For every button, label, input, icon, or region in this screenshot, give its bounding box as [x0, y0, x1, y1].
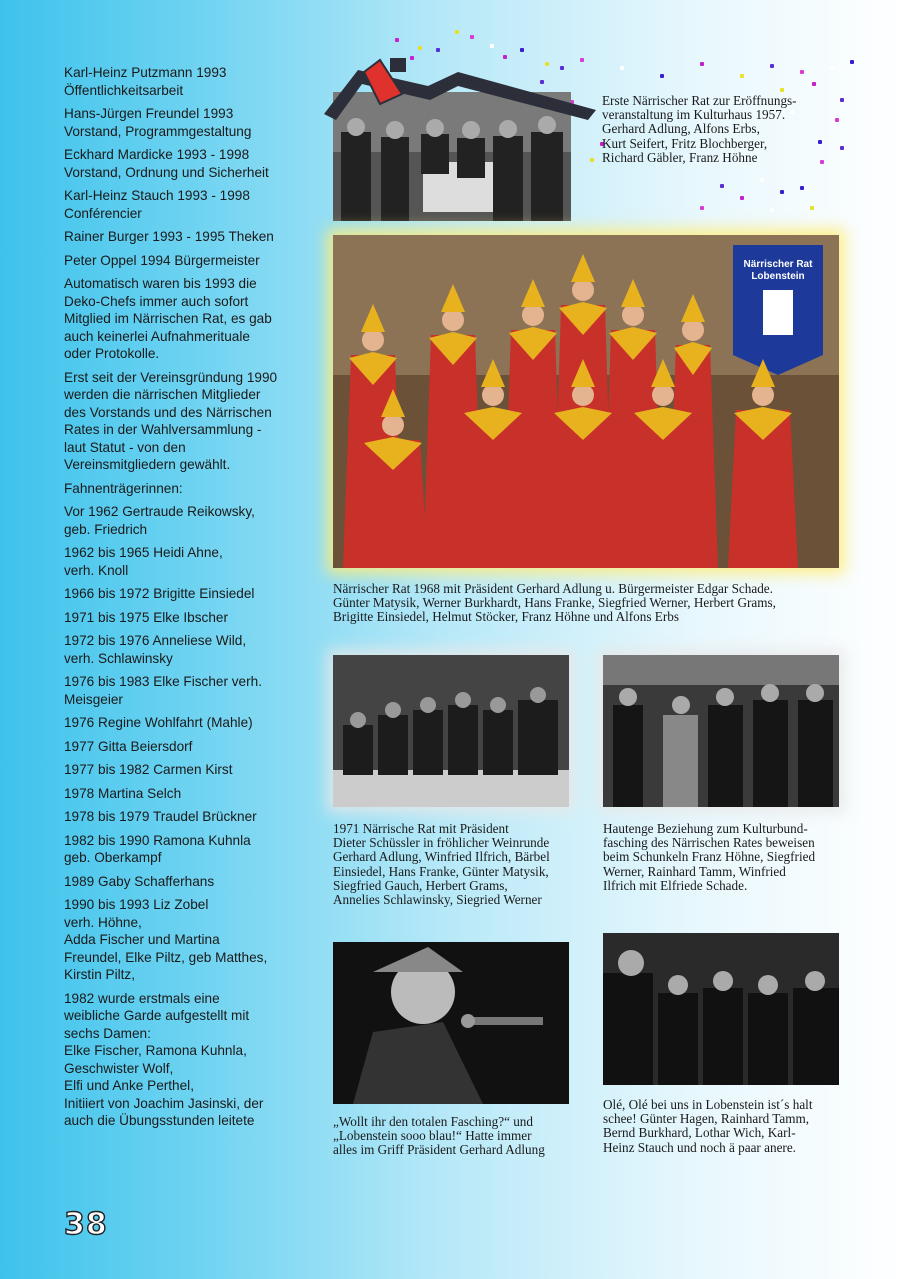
caption-1957: Erste Närrischer Rat zur Eröffnungs- veranstaltung im Kulturhaus 1957. Gerhard Adlung, Alfons Erbs, Kurt Seifert, Fritz Blochberger, Richard Gäbler, Franz Höhne — [602, 93, 797, 165]
text-paragraph: 1977 Gitta Beiersdorf — [64, 738, 193, 754]
text-paragraph: Peter Oppel 1994 Bürgermeister — [64, 252, 260, 268]
confetti-dot — [800, 186, 804, 190]
text-paragraph: Rainer Burger 1993 - 1995 Theken — [64, 229, 274, 244]
confetti-dot — [455, 30, 459, 34]
text-paragraph: 1990 bis 1993 Liz Zobel verh. Höhne, Adda Fischer und Martina Freundel, Elke Piltz, geb Matthes, Kirstin Piltz, — [64, 897, 268, 982]
photo-1968-council — [333, 235, 839, 568]
text-paragraph: 1978 Martina Selch — [64, 785, 182, 801]
photo-1968-image — [333, 235, 839, 568]
text-paragraph: 1978 bis 1979 Traudel Brückner — [64, 809, 257, 824]
confetti-dot — [470, 35, 474, 39]
text-paragraph: Vor 1962 Gertraude Reikowsky, geb. Friedrich — [64, 504, 255, 537]
confetti-dot — [700, 206, 704, 210]
house-roof-decoration — [318, 44, 598, 124]
text-paragraph: 1966 bis 1972 Brigitte Einsiedel — [64, 586, 255, 601]
text-paragraph: 1962 bis 1965 Heidi Ahne, verh. Knoll — [64, 545, 223, 578]
caption-ole: Olé, Olé bei uns in Lobenstein ist´s halt schee! Günter Hagen, Rainhard Tamm, Bernd Burkhard, Lothar Wich, Karl- Heinz Stauch und noch ä paar anere. — [603, 1097, 813, 1155]
text-paragraph: Fahnenträgerinnen: — [64, 480, 183, 496]
photo-kulturbund-schunkeln — [603, 655, 839, 807]
confetti-dot — [770, 64, 774, 68]
photo-kulturbund-image — [603, 655, 839, 807]
banner-line-2: Lobenstein — [751, 271, 805, 282]
text-paragraph: 1971 bis 1975 Elke Ibscher — [64, 609, 228, 625]
text-paragraph: Erst seit der Vereinsgründung 1990 werden die närrischen Mitglieder des Vorstands und des Närrischen Rates in der Wahlversammlung - laut Statut - von den Vereinsmitgliedern gewählt. — [64, 369, 278, 472]
text-paragraph: 1982 bis 1990 Ramona Kuhnla geb. Oberkampf — [64, 832, 251, 865]
photo-ole-image — [603, 933, 839, 1085]
text-paragraph: Hans-Jürgen Freundel 1993 Vorstand, Programmgestaltung — [64, 106, 252, 139]
confetti-dot — [740, 196, 744, 200]
confetti-dot — [810, 206, 814, 210]
left-text-column — [64, 64, 314, 1136]
text-paragraph: Eckhard Mardicke 1993 - 1998 Vorstand, Ordnung und Sicherheit — [64, 147, 269, 180]
confetti-dot — [660, 74, 664, 78]
confetti-dot — [700, 62, 704, 66]
confetti-dot — [740, 74, 744, 78]
caption-1971: 1971 Närrische Rat mit Präsident Dieter Schüssler in fröhlicher Weinrunde Gerhard Adlung, Winfried Ilfrich, Bärbel Einsiedel, Hans Franke, Günter Matysik, Siegfried Gauch, Herbert Grams, Annelies Schlawinsky, Siegried Werner — [333, 821, 550, 908]
text-paragraph: Karl-Heinz Putzmann 1993 Öffentlichkeitsarbeit — [64, 65, 227, 98]
photo-1971-wine-round — [333, 655, 569, 807]
caption-kulturbund: Hautenge Beziehung zum Kulturbund- fasching des Närrischen Rates beweisen beim Schunkeln Franz Höhne, Siegfried Werner, Rainhard Tamm, Winfried Ilfrich mit Elfriede Schade. — [603, 821, 816, 893]
confetti-dot — [395, 38, 399, 42]
confetti-dot — [780, 190, 784, 194]
photo-speech-image — [333, 942, 569, 1104]
confetti-dot — [770, 208, 774, 212]
text-paragraph: 1977 bis 1982 Carmen Kirst — [64, 762, 233, 777]
photo-president-speech — [333, 942, 569, 1104]
confetti-dot — [620, 66, 624, 70]
text-paragraph: Karl-Heinz Stauch 1993 - 1998 Conférencier — [64, 188, 250, 221]
text-paragraph: 1982 wurde erstmals eine weibliche Garde aufgestellt mit sechs Damen: Elke Fischer, Ramona Kuhnla, Geschwister Wolf, Elfi und Anke Perthel, Initiiert von Joachim Jasinski, der auch die Übungsstunden leitete — [64, 990, 264, 1128]
confetti-dot — [830, 66, 834, 70]
text-paragraph: 1976 bis 1983 Elke Fischer verh. Meisgeier — [64, 674, 262, 707]
confetti-dot — [812, 82, 816, 86]
photo-ole-lobenstein — [603, 933, 839, 1085]
confetti-dot — [800, 70, 804, 74]
text-paragraph: 1976 Regine Wohlfahrt (Mahle) — [64, 715, 253, 730]
page-number: 38 — [64, 1207, 108, 1242]
caption-1968: Närrischer Rat 1968 mit Präsident Gerhard Adlung u. Bürgermeister Edgar Schade. Günter Matysik, Werner Burkhardt, Hans Franke, Siegfried Werner, Herbert Grams, Brigitte Einsiedel, Helmut Stöcker, Franz Höhne und Alfons Erbs — [333, 581, 776, 625]
text-paragraph: 1972 bis 1976 Anneliese Wild, verh. Schlawinsky — [64, 633, 247, 666]
confetti-dot — [760, 178, 764, 182]
confetti-dot — [590, 158, 594, 162]
banner-line-1: Närrischer Rat — [743, 259, 813, 270]
text-paragraph: Automatisch waren bis 1993 die Deko-Chefs immer auch sofort Mitglied im Närrischen Rat, es gab auch keinerlei Aufnahmerituale oder Protokolle. — [64, 276, 272, 361]
photo-1971-image — [333, 655, 569, 807]
caption-speech: „Wollt ihr den totalen Fasching?“ und „Lobenstein sooo blau!“ Hatte immer alles im Griff Präsident Gerhard Adlung — [333, 1114, 545, 1158]
confetti-dot — [780, 88, 784, 92]
confetti-dot — [850, 60, 854, 64]
confetti-dot — [720, 184, 724, 188]
text-paragraph: 1989 Gaby Schafferhans — [64, 873, 215, 889]
